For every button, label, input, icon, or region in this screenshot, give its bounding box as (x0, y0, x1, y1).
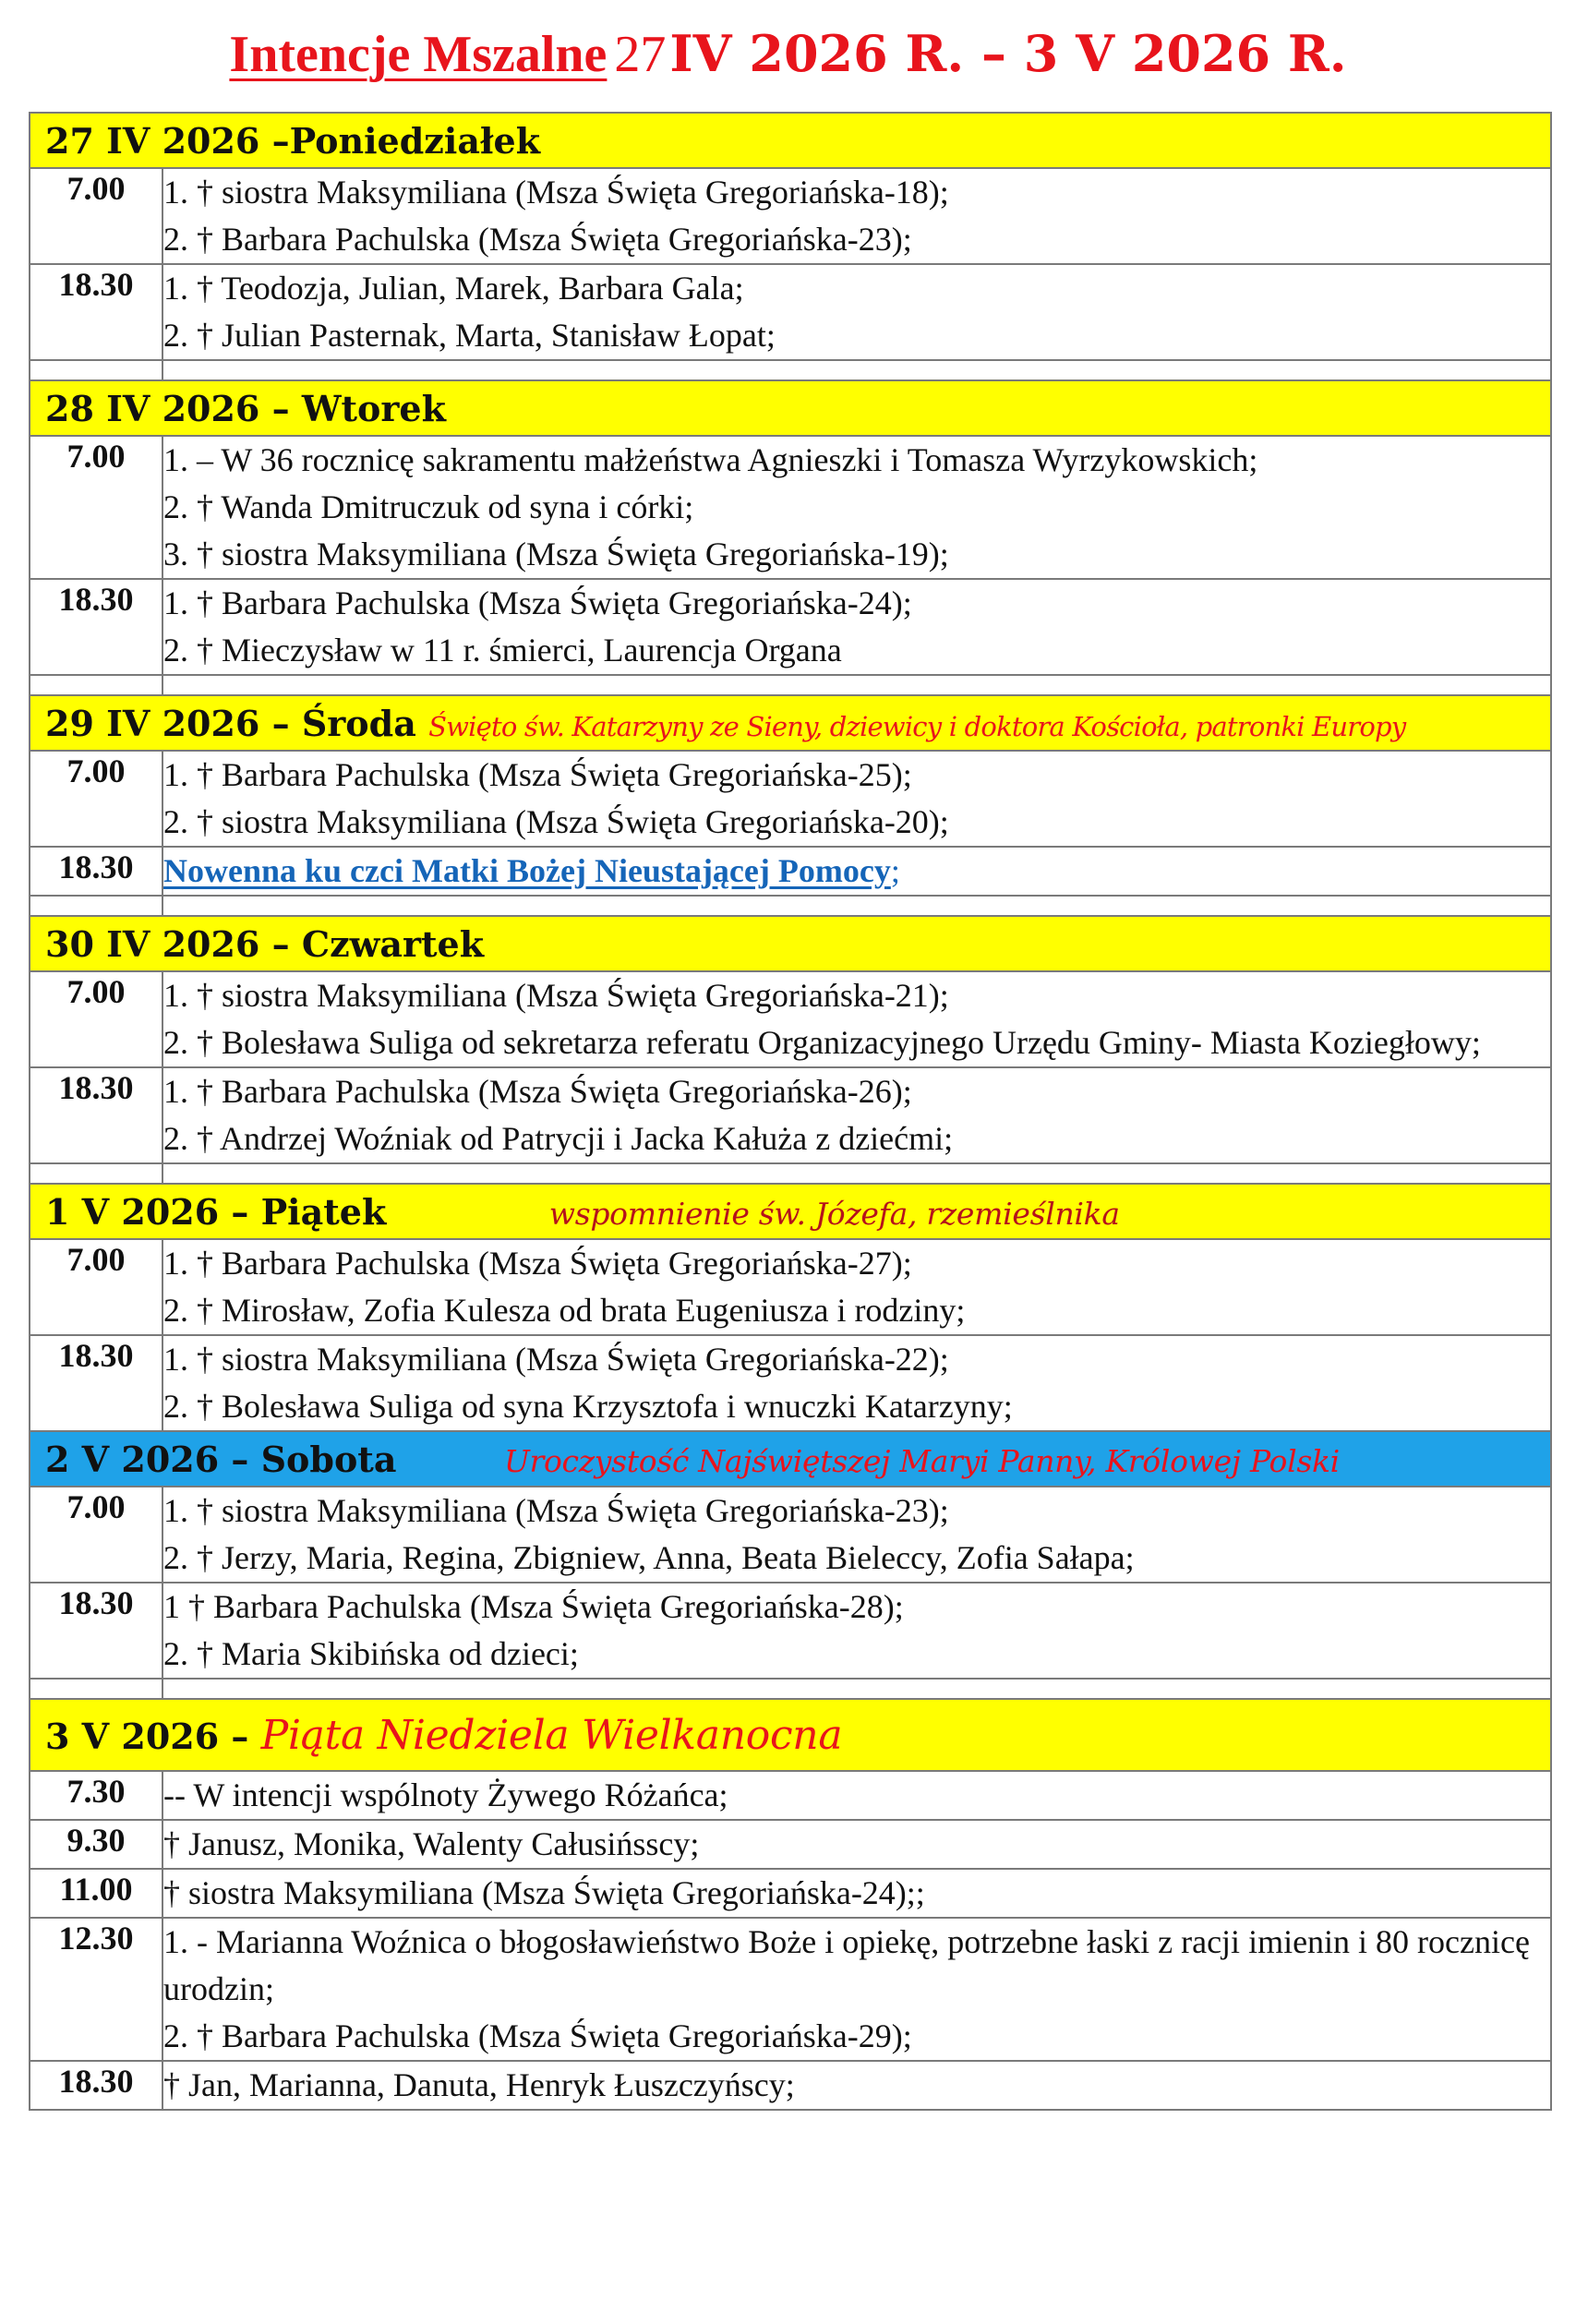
mass-intentions (162, 1487, 1551, 1583)
mass-row (30, 2061, 1551, 2110)
row-separator (30, 675, 1551, 695)
mass-row (30, 579, 1551, 675)
mass-time: 18.30 (30, 1583, 162, 1679)
mass-row (30, 847, 1551, 896)
mass-row (30, 436, 1551, 579)
intention-line: 2. † Mirosław, Zofia Kulesza od brata Eugeniusza i rodziny; (163, 1292, 966, 1329)
mass-time: 7.00 (30, 751, 162, 847)
mass-intentions (162, 751, 1551, 847)
intentions-table (29, 112, 1552, 2111)
day-title: 1 V 2026 – Piątek (45, 1190, 387, 1233)
day-title: 28 IV 2026 – Wtorek (45, 387, 446, 429)
intention-line: 1. † siostra Maksymiliana (Msza Święta Gregoriańska-18); (163, 174, 949, 211)
mass-time: 7.00 (30, 1487, 162, 1583)
mass-row (30, 1487, 1551, 1583)
novena-link-tail: ; (890, 852, 900, 889)
mass-intentions (162, 847, 1551, 896)
mass-time: 18.30 (30, 264, 162, 360)
intention-line: -- W intencji wspólnoty Żywego Różańca; (163, 1776, 728, 1813)
mass-intentions (162, 1067, 1551, 1163)
row-separator (30, 360, 1551, 380)
feast-name: Piąta Niedziela Wielkanocna (260, 1711, 843, 1759)
intention-line: 2. † Julian Pasternak, Marta, Stanisław Łopat; (163, 317, 776, 354)
mass-time: 7.00 (30, 168, 162, 264)
mass-intentions (162, 1918, 1551, 2061)
mass-intentions (162, 1820, 1551, 1869)
intention-line: 2. † siostra Maksymiliana (Msza Święta Gregoriańska-20); (163, 803, 949, 840)
intention-line: † siostra Maksymiliana (Msza Święta Gregoriańska-24);; (163, 1874, 925, 1911)
intention-line: 2. † Barbara Pachulska (Msza Święta Gregoriańska-23); (163, 221, 912, 258)
mass-time: 18.30 (30, 1067, 162, 1163)
mass-row (30, 1869, 1551, 1918)
mass-intentions (162, 1869, 1551, 1918)
mass-row (30, 168, 1551, 264)
day-title: 30 IV 2026 – Czwartek (45, 922, 485, 965)
intention-line: 2. † Barbara Pachulska (Msza Święta Gregoriańska-29); (163, 2017, 912, 2054)
day-header-saturday (30, 1431, 1551, 1487)
mass-intentions (162, 579, 1551, 675)
intention-line: 1. † Barbara Pachulska (Msza Święta Gregoriańska-26); (163, 1073, 912, 1110)
title-week-number: 27 (614, 26, 667, 83)
mass-row (30, 264, 1551, 360)
mass-intentions (162, 168, 1551, 264)
feast-name: Uroczystość Najświętszej Maryi Panny, Królowej Polski (503, 1442, 1340, 1479)
novena-link[interactable]: Nowenna ku czci Matki Bożej Nieustającej Pomocy (163, 852, 891, 889)
mass-row (30, 971, 1551, 1067)
day-header-thursday (30, 916, 1551, 971)
intention-line: 2. † Bolesława Suliga od sekretarza referatu Organizacyjnego Urzędu Gminy- Miasta Koziegłowy; (163, 1024, 1481, 1061)
mass-time: 18.30 (30, 579, 162, 675)
day-title: 27 IV 2026 –Poniedziałek (45, 119, 541, 162)
mass-intentions (162, 264, 1551, 360)
mass-row (30, 1067, 1551, 1163)
row-separator (30, 1163, 1551, 1184)
intention-line: 2. † Maria Skibińska od dzieci; (163, 1635, 579, 1672)
mass-intentions (162, 436, 1551, 579)
intention-line: 2. † Bolesława Suliga od syna Krzysztofa i wnuczki Katarzyny; (163, 1388, 1013, 1425)
mass-row (30, 1820, 1551, 1869)
intention-line: † Janusz, Monika, Walenty Całusińsscy; (163, 1825, 700, 1862)
intention-line: 1. † Barbara Pachulska (Msza Święta Gregoriańska-24); (163, 584, 912, 621)
title-heading: Intencje Mszalne (229, 26, 608, 83)
intention-line: 1. † siostra Maksymiliana (Msza Święta Gregoriańska-23); (163, 1492, 949, 1529)
mass-time: 9.30 (30, 1820, 162, 1869)
intention-line: 1. † siostra Maksymiliana (Msza Święta Gregoriańska-22); (163, 1341, 949, 1378)
day-header-friday (30, 1184, 1551, 1239)
mass-intentions (162, 1239, 1551, 1335)
mass-intentions (162, 1771, 1551, 1820)
row-separator (30, 1679, 1551, 1699)
intention-line: 1. † Barbara Pachulska (Msza Święta Gregoriańska-27); (163, 1245, 912, 1282)
intention-line: 1. † Teodozja, Julian, Marek, Barbara Gala; (163, 270, 744, 307)
day-header-monday (30, 113, 1551, 168)
mass-time: 7.30 (30, 1771, 162, 1820)
mass-time: 18.30 (30, 1335, 162, 1431)
day-header-sunday (30, 1699, 1551, 1771)
intention-line: † Jan, Marianna, Danuta, Henryk Łuszczyńscy; (163, 2066, 795, 2103)
feast-name: Święto św. Katarzyny ze Sieny, dziewicy i doktora Kościoła, patronki Europy (428, 710, 1406, 742)
mass-row (30, 1771, 1551, 1820)
mass-row (30, 1583, 1551, 1679)
mass-time: 18.30 (30, 2061, 162, 2110)
intention-line: 2. † Andrzej Woźniak od Patrycji i Jacka Kałuża z dziećmi; (163, 1120, 954, 1157)
intention-line: 1. - Marianna Woźnica o błogosławieństwo Boże i opiekę, potrzebne łaski z racji imienin i 80 rocznicę urodzin; (163, 1923, 1530, 2007)
intention-line: 3. † siostra Maksymiliana (Msza Święta Gregoriańska-19); (163, 536, 949, 572)
feast-name: wspomnienie św. Józefa, rzemieślnika (548, 1195, 1120, 1232)
mass-intentions (162, 2061, 1551, 2110)
mass-time: 7.00 (30, 436, 162, 579)
intention-line: 2. † Wanda Dmitruczuk od syna i córki; (163, 488, 694, 525)
page-title (0, 24, 1576, 84)
day-header-tuesday (30, 380, 1551, 436)
mass-intentions (162, 1335, 1551, 1431)
mass-intentions (162, 1583, 1551, 1679)
mass-time: 7.00 (30, 971, 162, 1067)
intention-line: 1. – W 36 rocznicę sakramentu małżeństwa Agnieszki i Tomasza Wyrzykowskich; (163, 441, 1258, 478)
intention-line (163, 848, 1550, 895)
day-title: 29 IV 2026 – Środa (45, 702, 416, 744)
day-title: 3 V 2026 – (45, 1715, 249, 1757)
mass-row (30, 1335, 1551, 1431)
mass-time: 12.30 (30, 1918, 162, 2061)
intention-line: 1. † Barbara Pachulska (Msza Święta Gregoriańska-25); (163, 756, 912, 793)
mass-time: 7.00 (30, 1239, 162, 1335)
mass-row (30, 1918, 1551, 2061)
intention-line: 1 † Barbara Pachulska (Msza Święta Gregoriańska-28); (163, 1588, 904, 1625)
mass-time: 18.30 (30, 847, 162, 896)
intention-line: 2. † Jerzy, Maria, Regina, Zbigniew, Anna, Beata Bieleccy, Zofia Sałapa; (163, 1539, 1135, 1576)
mass-time: 11.00 (30, 1869, 162, 1918)
row-separator (30, 896, 1551, 916)
mass-row (30, 751, 1551, 847)
day-title: 2 V 2026 – Sobota (45, 1438, 397, 1480)
mass-intentions (162, 971, 1551, 1067)
mass-row (30, 1239, 1551, 1335)
intention-line: 1. † siostra Maksymiliana (Msza Święta Gregoriańska-21); (163, 977, 949, 1014)
title-date-range: IV 2026 R. – 3 V 2026 R. (669, 24, 1347, 83)
intention-line: 2. † Mieczysław w 11 r. śmierci, Laurencja Organa (163, 632, 842, 668)
day-header-wednesday (30, 695, 1551, 751)
